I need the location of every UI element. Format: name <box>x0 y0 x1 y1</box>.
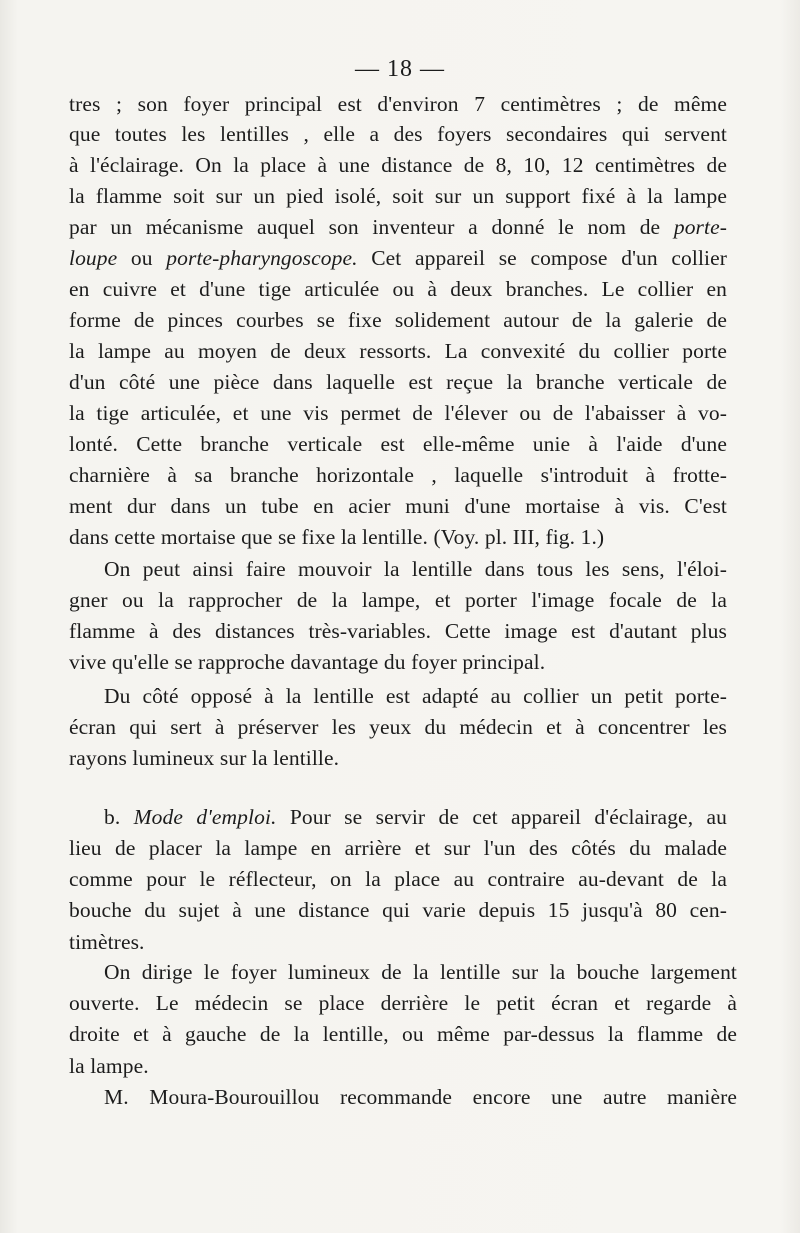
text-line: Du côté opposé à la lentille est adapté au collier un petit porte- <box>104 684 727 708</box>
italic-text: porte-pharyngoscope. <box>166 246 358 270</box>
text-line: bouche du sujet à une distance qui varie depuis 15 jusqu'à 80 cen- <box>69 898 727 922</box>
text-line: On peut ainsi faire mouvoir la lentille dans tous les sens, l'éloi- <box>104 557 727 581</box>
text-line: loupe ou porte-pharyngoscope. Cet appareil se compose d'un collier <box>69 246 727 270</box>
text-line: d'un côté une pièce dans laquelle est reçue la branche verticale de <box>69 370 727 394</box>
text-line: b. Mode d'emploi. Pour se servir de cet appareil d'éclairage, au <box>104 805 727 829</box>
text-line: lonté. Cette branche verticale est elle-même unie à l'aide d'une <box>69 432 727 456</box>
text-line: On dirige le foyer lumineux de la lentille sur la bouche largement <box>104 960 737 984</box>
text-line: la lampe au moyen de deux ressorts. La convexité du collier porte <box>69 339 727 363</box>
text-line: forme de pinces courbes se fixe solidement autour de la galerie de <box>69 308 727 332</box>
text-line: à l'éclairage. On la place à une distance de 8, 10, 12 centimètres de <box>69 153 727 177</box>
text-line: ment dur dans un tube en acier muni d'une mortaise à vis. C'est <box>69 494 727 518</box>
text-line: la tige articulée, et une vis permet de l'élever ou de l'abaisser à vo- <box>69 401 727 425</box>
text-line: tres ; son foyer principal est d'environ 7 centimètres ; de même <box>69 92 727 116</box>
text-line: dans cette mortaise que se fixe la lentille. (Voy. pl. III, fig. 1.) <box>69 525 605 549</box>
text-line: timètres. <box>69 930 145 954</box>
text-line: charnière à sa branche horizontale , laquelle s'introduit à frotte- <box>69 463 727 487</box>
text-line: écran qui sert à préserver les yeux du médecin et à concentrer les <box>69 715 727 739</box>
text-line: lieu de placer la lampe en arrière et sur l'un des côtés du malade <box>69 836 727 860</box>
text-line: droite et à gauche de la lentille, ou même par-dessus la flamme de <box>69 1022 737 1046</box>
text-line: vive qu'elle se rapproche davantage du foyer principal. <box>69 650 546 674</box>
text-line: en cuivre et d'une tige articulée ou à deux branches. Le collier en <box>69 277 727 301</box>
text-line: gner ou la rapprocher de la lampe, et porter l'image focale de la <box>69 588 727 612</box>
page-number: — 18 — <box>355 56 445 82</box>
text-line: rayons lumineux sur la lentille. <box>69 746 340 770</box>
italic-text: porte- <box>673 215 727 239</box>
italic-text: Mode d'emploi. <box>133 805 277 829</box>
text-line: M. Moura-Bourouillou recommande encore une autre manière <box>104 1085 737 1109</box>
text-line: par un mécanisme auquel son inventeur a donné le nom de porte- <box>69 215 727 239</box>
text-line: flamme à des distances très-variables. Cette image est d'autant plus <box>69 619 727 643</box>
italic-text: loupe <box>69 246 118 270</box>
text-line: ouverte. Le médecin se place derrière le petit écran et regarde à <box>69 991 737 1015</box>
text-line: que toutes les lentilles , elle a des foyers secondaires qui servent <box>69 122 727 146</box>
text-line: la lampe. <box>69 1054 149 1078</box>
text-line: la flamme soit sur un pied isolé, soit sur un support fixé à la lampe <box>69 184 727 208</box>
text-line: comme pour le réflecteur, on la place au contraire au-devant de la <box>69 867 727 891</box>
